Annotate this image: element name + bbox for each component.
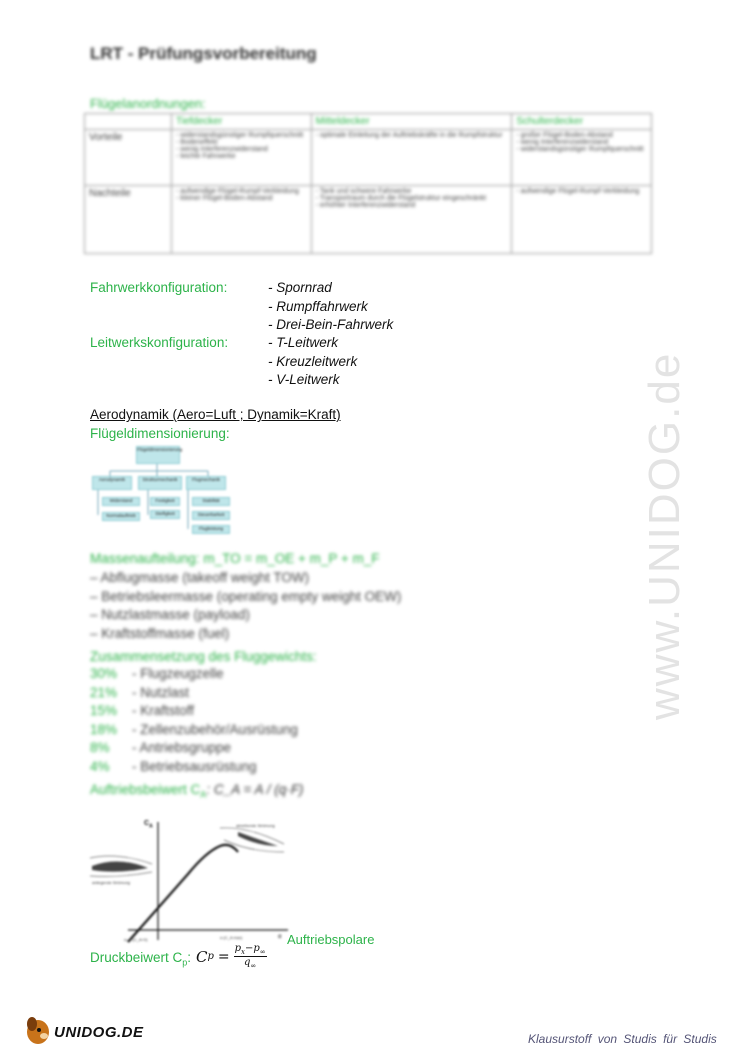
wingdim-heading: Flügeldimensionierung: — [90, 426, 230, 441]
top-note: abreißende Strömung — [236, 823, 275, 828]
diagram-root: Flügeldimensionierung — [136, 446, 180, 464]
y-label-sub: A — [149, 823, 153, 830]
y-label-text: C — [144, 820, 150, 827]
lift-heading-sub: A — [200, 789, 207, 800]
list-item: – Nutzlastmasse (payload) — [90, 607, 250, 622]
num-p: p — [234, 943, 242, 954]
table-cell: - großer Flügel-Boden-Abstand - wenig Interferenzwiderstand - widerstandsgünstiger Rumpfquerschnitt — [512, 130, 652, 186]
list-item: - Betriebsausrüstung — [132, 758, 257, 774]
num-sub: x — [241, 948, 245, 956]
formula-denominator — [244, 957, 256, 970]
composition-heading: Zusammensetzung des Fluggewichts: — [90, 649, 317, 664]
watermark: www.UNIDOG.de — [640, 351, 689, 720]
list-item: - Kraftstoff — [132, 703, 195, 718]
table-col-header: Tiefdecker — [172, 114, 312, 130]
list-item: – Abflugmasse (takeoff weight TOW) — [90, 570, 310, 585]
list-item: - Nutzlast — [132, 684, 190, 700]
diagram-branch: Aerodynamik — [92, 476, 132, 490]
list-item: – Kraftstoffmasse (fuel) — [90, 625, 230, 641]
pressure-label-text: Druckbeiwert C — [90, 950, 183, 965]
formula-fraction — [234, 943, 267, 970]
logo-text: UNIDOG.DE — [54, 1024, 144, 1041]
y-axis-label — [144, 820, 153, 829]
wing-table-header — [85, 114, 652, 130]
gear-label: Fahrwerkkonfiguration: — [90, 280, 228, 295]
table-cell — [85, 114, 172, 130]
row-label: Vorteile — [85, 130, 172, 186]
pct-value: 8% — [90, 740, 110, 755]
diagram-leaf: Stabilität — [192, 497, 230, 506]
list-item: - Flugzeugzelle — [132, 666, 224, 681]
pct-value: 4% — [90, 758, 110, 774]
wing-heading: Flügelanordnungen: — [90, 96, 206, 111]
diagram-leaf: Widerstand — [102, 497, 140, 506]
den-q: q — [243, 957, 251, 968]
pressure-formula: C p = $\frac{p_x-p_\infty}{q_\infty}$ — [196, 943, 266, 970]
pct-value: 18% — [90, 721, 118, 737]
list-item: - Rumpffahrwerk — [268, 298, 368, 314]
pct-value: 15% — [90, 703, 118, 718]
lift-formula: : C_A = A / (q·F) — [206, 782, 304, 797]
footer-tagline: Klausurstoff von Studis für Studis — [528, 1032, 717, 1046]
den-sub: ∞ — [250, 962, 257, 970]
table-cell: - optimale Einleitung der Auftriebskräfte in die Rumpfstruktur — [311, 130, 512, 186]
polar-curve — [128, 845, 238, 942]
diagram-branch: Strukturmechanik — [138, 476, 182, 490]
aero-heading: Aerodynamik (Aero=Luft ; Dynamik=Kraft) — [90, 407, 341, 422]
page-title: LRT - Prüfungsvorbereitung — [90, 44, 317, 63]
gear-list — [268, 279, 393, 335]
x-tick-left: α₀ ≈ (C_A=0) — [124, 937, 148, 942]
diagram-leaf: Flugleistung — [192, 525, 230, 534]
list-item: – Betriebsleermasse (operating empty weight OEW) — [90, 588, 402, 604]
mass-list — [90, 569, 401, 643]
list-item: - Drei-Bein-Fahrwerk — [268, 317, 394, 332]
pct-value: 21% — [90, 684, 118, 700]
diagram-branch: Flugmechanik — [186, 476, 226, 490]
diagram-leaf: Steifigkeit — [150, 510, 180, 519]
list-item: - Antriebsgruppe — [132, 740, 232, 755]
pressure-label-sub: p — [182, 957, 188, 968]
unidog-logo[interactable] — [24, 1016, 154, 1053]
pct-value: 30% — [90, 666, 118, 681]
table-cell: - aufwendige Flügel-Rumpf-Verkleidung — [512, 186, 652, 254]
table-cell: - Tank und schwere Fahrwerke - Transportraum durch die Flügelstruktur eingeschränkt - erhöhter Interferenzwiderstand — [311, 186, 512, 254]
table-col-header: Mitteldecker — [311, 114, 512, 130]
formula-lhs-sub: p — [207, 951, 214, 962]
table-row — [85, 186, 652, 254]
diagram-leaf: Festigkeit — [150, 497, 180, 506]
list-item: - T-Leitwerk — [268, 335, 339, 350]
table-cell: - widerstandsgünstiger Rumpfquerschnitt - Bodeneffekt - wenig Interferenzwiderstand - leichte Fahrwerke — [172, 130, 312, 186]
table-cell: - aufwendige Flügel-Rumpf-Verkleidung - kleiner Flügel-Boden-Abstand — [172, 186, 312, 254]
row-label: Nachteile — [85, 186, 172, 254]
mass-heading: Massenaufteilung: m_TO = m_OE + m_P + m_F — [90, 551, 380, 566]
lift-heading — [90, 781, 303, 804]
polar-caption-text: Auftriebspolare — [287, 932, 375, 947]
left-airfoil-icon — [90, 856, 152, 877]
x-axis-label: α — [278, 934, 282, 940]
formula-numerator — [234, 943, 267, 957]
polar-caption — [287, 932, 374, 947]
formula-lhs: C — [196, 947, 208, 966]
right-airfoil-icon — [220, 828, 284, 852]
composition-labels — [132, 665, 298, 776]
composition-pcts — [90, 665, 117, 776]
lift-heading-text: Auftriebsbeiwert C — [90, 782, 201, 797]
list-item: - Spornrad — [268, 280, 332, 295]
list-item: - V-Leitwerk — [268, 372, 340, 387]
num-sub2: ∞ — [259, 948, 266, 956]
pressure-label: Druckbeiwert $C_p$: — [90, 950, 192, 968]
diagram-leaf: Steuerbarkeit — [192, 511, 230, 520]
table-row — [85, 130, 652, 186]
table-col-header: Schulterdecker — [512, 114, 652, 130]
list-item: - Zellenzubehör/Ausrüstung — [132, 721, 298, 737]
wing-table — [84, 113, 652, 254]
num-minus: −p — [244, 943, 260, 954]
diagram-leaf: Normalauftrieb — [102, 512, 140, 521]
tail-label: Leitwerkskonfiguration: — [90, 335, 229, 350]
list-item: - Kreuzleitwerk — [268, 353, 358, 369]
tail-list — [268, 334, 357, 390]
x-tick-right: α (C_A max) — [220, 935, 243, 940]
left-note: anliegende Strömung — [92, 880, 131, 885]
